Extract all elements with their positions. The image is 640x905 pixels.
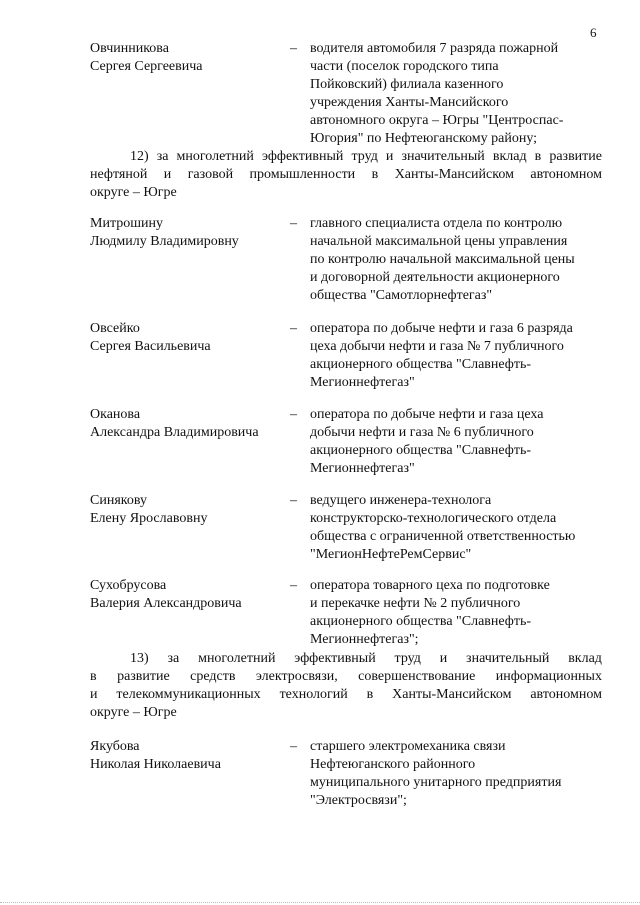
position-description: водителя автомобиля 7 разряда пожарной части (поселок городского типа Пойковский) филиала казенного учреждения Ханты-Мансийского автономного округа – Югры "Центроспас- Югория" по Нефтеюганскому району; <box>310 41 564 146</box>
paragraph-line: в развитие средств электросвязи, совершенствование информационных <box>90 669 602 684</box>
position-description: старшего электромеханика связи Нефтеюганского районного муниципального унитарного предприятия "Электросвязи"; <box>310 739 562 808</box>
section-paragraph-12 <box>90 148 602 202</box>
person-name: Сухобрусова Валерия Александровича <box>90 578 242 611</box>
position-description: оператора товарного цеха по подготовке и перекачке нефти № 2 публичного акционерного общества "Славнефть- Мегионнефтегаз"; <box>310 578 550 647</box>
person-name: Овчинникова Сергея Сергеевича <box>90 41 203 74</box>
section-paragraph-13 <box>90 650 602 722</box>
person-name: Якубова Николая Николаевича <box>90 739 221 772</box>
position-description: ведущего инженера-технолога конструкторско-технологического отдела общества с ограниченной ответственностью "МегионНефтеРемСервис" <box>310 493 576 562</box>
dash: – <box>290 493 297 508</box>
dash: – <box>290 321 297 336</box>
position-description: оператора по добыче нефти и газа 6 разряда цеха добычи нефти и газа № 7 публичного акционерного общества "Славнефть- Мегионнефтегаз" <box>310 321 573 390</box>
paragraph-line: и телекоммуникационных технологий в Ханты-Мансийском автономном <box>90 687 602 702</box>
person-name: Митрошину Людмилу Владимировну <box>90 216 239 249</box>
paragraph-line: 13) за многолетний эффективный труд и значительный вклад <box>130 651 602 666</box>
dash: – <box>290 407 297 422</box>
person-name: Овсейко Сергея Васильевича <box>90 321 211 354</box>
dash: – <box>290 578 297 593</box>
dash: – <box>290 41 297 56</box>
position-description: оператора по добыче нефти и газа цеха добычи нефти и газа № 6 публичного акционерного общества "Славнефть- Мегионнефтегаз" <box>310 407 544 476</box>
dash: – <box>290 216 297 231</box>
paragraph-line: округе – Югре <box>90 185 177 200</box>
paragraph-line: округе – Югре <box>90 705 177 720</box>
person-name: Синякову Елену Ярославовну <box>90 493 208 526</box>
position-description: главного специалиста отдела по контролю начальной максимальной цены управления по контролю начальной максимальной цены и договорной деятельности акционерного общества "Самотлорнефтегаз" <box>310 216 575 303</box>
page-number: 6 <box>590 25 597 40</box>
dash: – <box>290 739 297 754</box>
paragraph-line: нефтяной и газовой промышленности в Ханты-Мансийском автономном <box>90 167 602 182</box>
paragraph-line: 12) за многолетний эффективный труд и значительный вклад в развитие <box>130 149 602 164</box>
person-name: Оканова Александра Владимировича <box>90 407 259 440</box>
bottom-dotted-line <box>0 901 640 903</box>
